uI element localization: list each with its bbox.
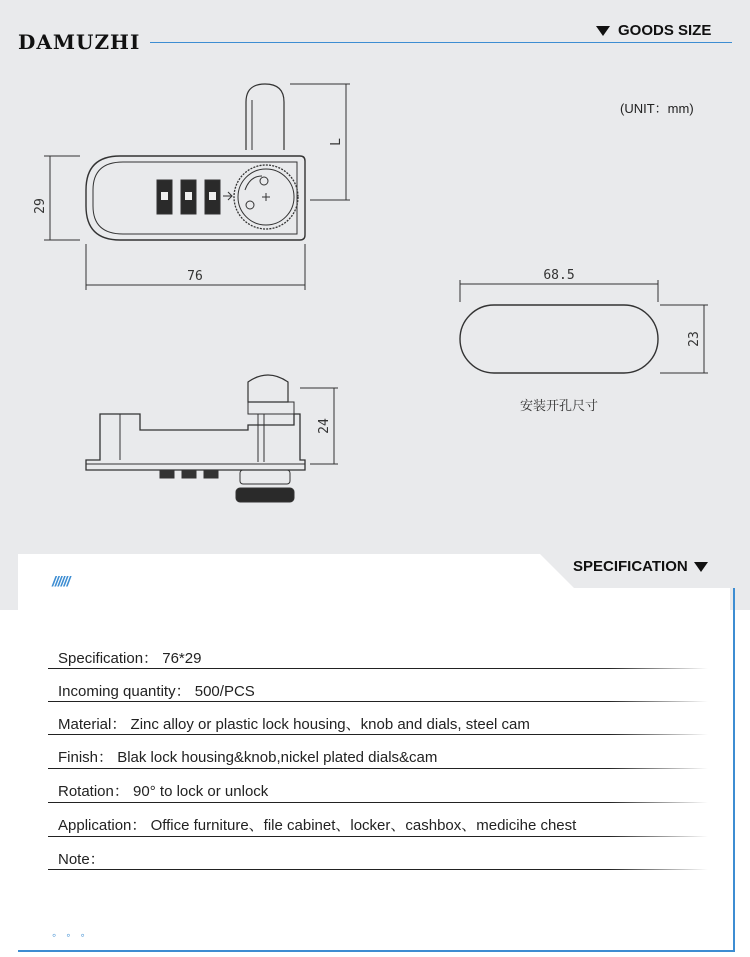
dim-height: 29	[33, 198, 48, 214]
divider	[48, 869, 708, 870]
decorative-dots: ◦◦◦	[52, 928, 95, 942]
cutout-height: 23	[687, 331, 702, 347]
spec-label: Finish：	[58, 749, 114, 766]
spec-row-finish	[58, 746, 678, 767]
cutout-size-label: 安装开孔尺寸	[520, 398, 599, 413]
spec-label: Incoming quantity：	[58, 683, 191, 700]
spec-row-specification	[58, 647, 678, 668]
spec-label: Note：	[58, 851, 105, 868]
spec-label: Rotation：	[58, 783, 129, 800]
spec-row-rotation	[58, 780, 678, 801]
panel-border-bottom	[18, 950, 735, 952]
divider	[48, 701, 708, 702]
spec-value: 500/PCS	[194, 683, 255, 700]
spec-label: Application：	[58, 817, 147, 834]
spec-row-application	[58, 814, 678, 835]
divider	[48, 768, 708, 769]
divider	[48, 734, 708, 735]
spec-row-material	[58, 713, 678, 734]
dim-shackle: L	[329, 138, 344, 146]
cutout-width: 68.5	[543, 268, 575, 283]
spec-label: Specification：	[58, 650, 159, 667]
spec-value: 76*29	[162, 650, 202, 667]
specification-title-label: SPECIFICATION	[573, 558, 688, 575]
divider	[48, 836, 708, 837]
unit-label: (UNIT：mm)	[620, 101, 694, 116]
brand-logo: DAMUZHI	[18, 30, 141, 54]
spec-value: Office furniture、file cabinet、locker、cashbox、medicihe chest	[150, 817, 577, 834]
spec-value: Zinc alloy or plastic lock housing、knob and dials, steel cam	[130, 716, 530, 733]
triangle-down-icon	[694, 562, 708, 572]
dim-width: 76	[187, 269, 203, 284]
spec-label: Material：	[58, 716, 127, 733]
dim-depth: 24	[317, 418, 332, 434]
specification-title	[573, 558, 708, 575]
spec-value: 90° to lock or unlock	[133, 783, 269, 800]
spec-value: Blak lock housing&knob,nickel plated dials&cam	[117, 749, 438, 766]
spec-row-quantity	[58, 680, 678, 701]
decorative-stripes: //////	[52, 573, 70, 589]
spec-row-note	[58, 848, 678, 869]
divider	[48, 802, 708, 803]
divider	[48, 668, 708, 669]
panel-border-right	[733, 588, 735, 950]
goods-size-label: GOODS SIZE	[618, 22, 712, 39]
